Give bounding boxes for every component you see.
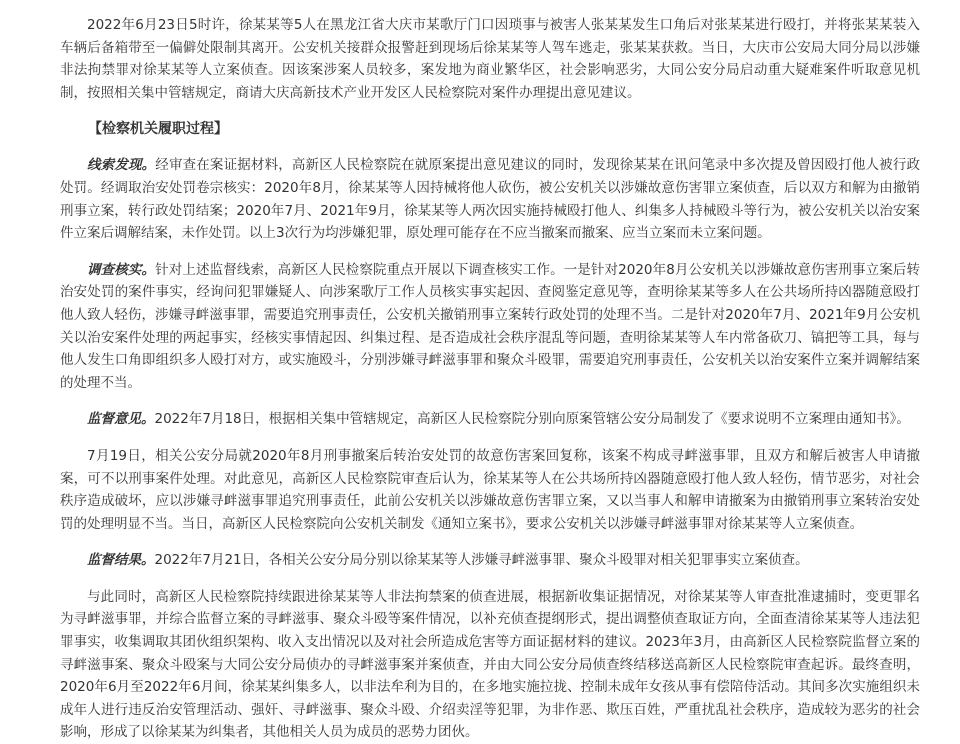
lead-investigation: 调查核实。	[87, 261, 156, 278]
paragraph-supervision-result	[60, 549, 920, 572]
lead-supervision-result: 监督结果。	[87, 552, 155, 569]
text-supervision-opinion: 2022年7月18日，根据相关集中管辖规定，高新区人民检察院分别向原案管辖公安分局制发了《要求说明不立案理由通知书》。	[154, 411, 910, 428]
text-investigation: 针对上述监督线索，高新区人民检察院重点开展以下调查核实工作。一是针对2020年8月公安机关以涉嫌故意伤害刑事立案后转治安处罚的案件事实，经询问犯罪嫌疑人、向涉案歌厅工作人员核实事实起因、查阅鉴定意见等，查明徐某某等多人在公共场所持凶器随意殴打他人致人轻伤，涉嫌寻衅滋事罪，需要追究刑事责任，公安机关撤销刑事立案转行政处罚的处理不当。二是针对2020年7月、2021年9月公安机关以治安案件处理的两起事实，经核实事情起因、纠集过程、是否造成社会秩序混乱等问题，查明徐某某等人车内常备砍刀、镐把等工具，每与他人发生口角即组织多人殴打对方，或实施殴斗，分别涉嫌寻衅滋事罪和聚众斗殴罪，需要追究刑事责任，公安机关以治安案件立案并调解结案的处理不当。	[60, 261, 921, 391]
lead-clue-discovery: 线索发现。	[87, 157, 156, 174]
text-clue-discovery: 经审查在案证据材料，高新区人民检察院在就原案提出意见建议的同时，发现徐某某在讯问笔录中多次提及曾因殴打他人被行政处罚。经调取治安处罚卷宗核实：2020年8月，徐某某等人因持械将他人砍伤，被公安机关以涉嫌故意伤害罪立案侦查，后以双方和解为由撤销刑事立案，转行政处罚结案；2020年7月、2021年9月，徐某某等人两次因实施持械殴打他人、纠集多人持械殴斗等行为，被公安机关以治安案件立案后调解结案，未作处罚。以上3次行为均涉嫌犯罪，原处理可能存在不应当撤案而撤案、应当立案而未立案问题。	[60, 157, 921, 242]
paragraph-july19: 7月19日，相关公安分局就2020年8月刑事撤案后转治安处罚的故意伤害案回复称，该案不构成寻衅滋事罪，且双方和解后被害人申请撤案，可不以刑事案件处理。对此意见，高新区人民检察院审查后认为，徐某某等人在公共场所持凶器随意殴打他人致人轻伤，情节恶劣，对社会秩序造成破坏，应以涉嫌寻衅滋事罪追究刑事责任，此前公安机关以涉嫌故意伤害罪立案，又以当事人和解申请撤案为由撤销刑事立案转治安处罚的处理明显不当。当日，高新区人民检察院向公安机关制发《通知立案书》，要求公安机关以涉嫌寻衅滋事罪对徐某某等人立案侦查。	[60, 447, 920, 532]
paragraph-follow-up: 与此同时，高新区人民检察院持续跟进徐某某等人非法拘禁案的侦查进展，根据新收集证据情况，对徐某某等人审查批准逮捕时，变更罪名为寻衅滋事罪，并综合监督立案的寻衅滋事、聚众斗殴等案件情况，以补充侦查提纲形式，提出调整侦查取证方向，全面查清徐某某等人违法犯罪事实，收集调取其团伙组织架构、收入支出情况以及对社会所造成危害等方面证据材料的建议。2023年3月，由高新区人民检察院监督立案的寻衅滋事案、聚众斗殴案与大同公安分局侦办的寻衅滋事案并案侦查，并由大同公安分局侦查终结移送高新区人民检察院审查起诉。最终查明，2020年6月至2022年6月间，徐某某纠集多人，以非法牟利为目的，在多地实施拉拢、控制未成年女孩从事有偿陪侍活动。其间多次实施组织未成年人进行违反治安管理活动、强奸、寻衅滋事、聚众斗殴、介绍卖淫等犯罪，为非作恶、欺压百姓，严重扰乱社会秩序，造成较为恶劣的社会影响，形成了以徐某某为纠集者，其他相关人员为成员的恶势力团伙。	[60, 588, 920, 741]
paragraph-investigation	[60, 259, 920, 395]
lead-supervision-opinion: 监督意见。	[87, 411, 155, 428]
paragraph-case-background: 2022年6月23日5时许，徐某某等5人在黑龙江省大庆市某歌厅门口因琐事与被害人张某某发生口角后对张某某进行殴打，并将张某某装入车辆后备箱带至一偏僻处限制其离开。公安机关接群众报警赶到现场后徐某某等人驾车逃走，张某某获救。当日，大庆市公安局大同分局以涉嫌非法拘禁罪对徐某某等人立案侦查。因该案涉案人员较多，案发地为商业繁华区，社会影响恶劣，大同公安分局启动重大疑难案件听取意见机制，按照相关集中管辖规定，商请大庆高新技术产业开发区人民检察院对案件办理提出意见建议。	[60, 17, 920, 101]
section-heading-procuratorate-process: 【检察机关履职过程】	[88, 121, 228, 138]
paragraph-supervision-opinion	[60, 408, 920, 431]
text-supervision-result: 2022年7月21日，各相关公安分局分别以徐某某等人涉嫌寻衅滋事罪、聚众斗殴罪对相关犯罪事实立案侦查。	[154, 552, 809, 569]
paragraph-clue-discovery	[60, 154, 920, 244]
